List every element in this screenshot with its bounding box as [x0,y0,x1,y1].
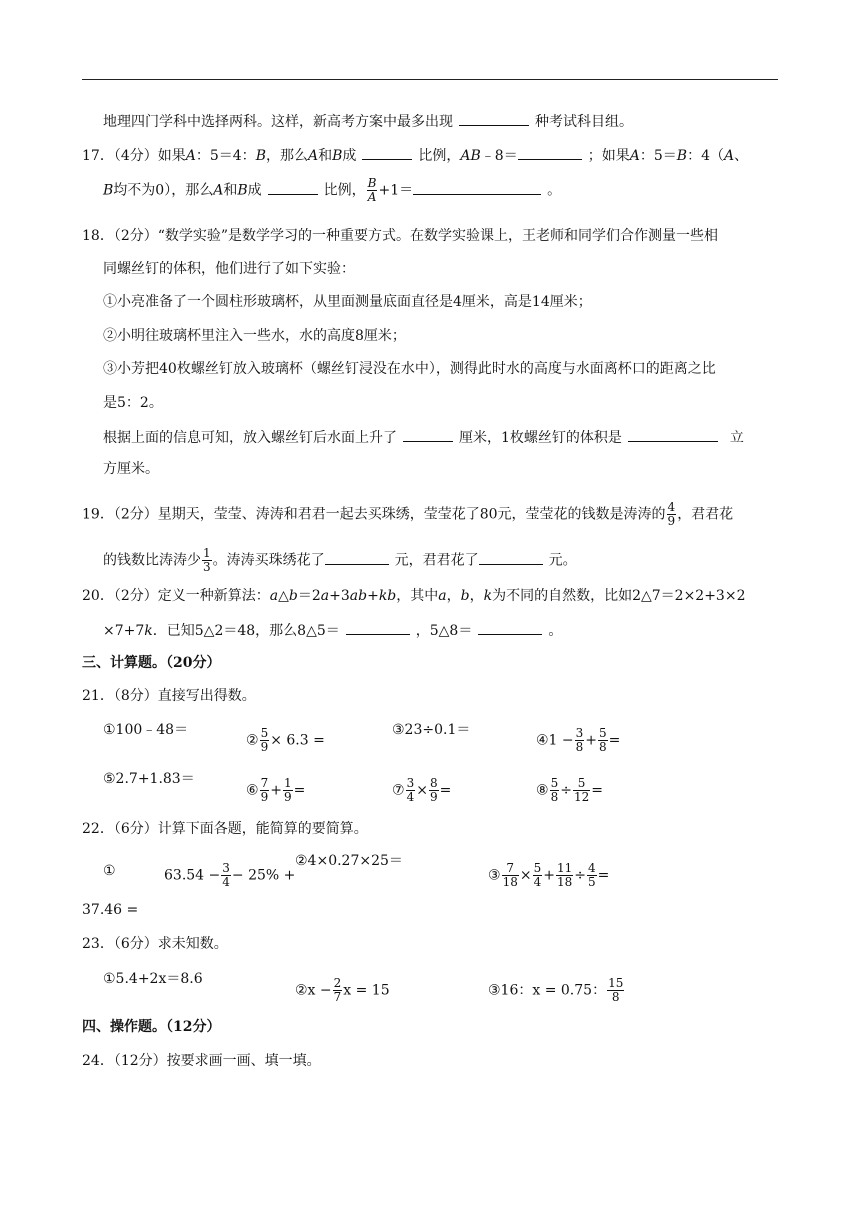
q19-fraction-1: $\frac{4}{9}$ [667,500,676,528]
q21-item-2: ② $\frac{5}{9}$ × 6.3 = [246,726,325,754]
q19-blank-2[interactable] [479,550,543,565]
header-rule [82,79,778,80]
q24-title: 24．（12分）按要求画一画、填一填。 [82,1053,321,1069]
q17-line-2: B均不为0），那么A和B成 比例， $\frac{B}{A}$ +1＝ 。 [103,176,562,204]
q17-blank-2[interactable] [518,145,582,160]
q17-blank-3[interactable] [268,180,318,195]
q18-blank-2[interactable] [628,427,718,442]
q21-item-1: ①100﹣48＝ [103,722,189,738]
q17-blank-1[interactable] [362,145,412,160]
q19-fraction-2: $\frac{1}{3}$ [203,546,211,574]
q20-blank-1[interactable] [346,620,410,635]
q21-item-4: ④1 − $\frac{3}{8}$ + $\frac{5}{8}$ = [536,726,621,754]
q22-item-1-mark: ① [103,863,116,879]
q17-blank-4[interactable] [413,180,541,195]
q18-step-1: ①小亮准备了一个圆柱形玻璃杯，从里面测量底面直径是4厘米，高是14厘米； [103,294,592,310]
q21-item-7: ⑦ $\frac{3}{4}$ × $\frac{8}{9}$ = [392,776,452,804]
q20-line-2: ×7+7k．已知5△2＝48，那么8△5＝ ，5△8＝ 。 [103,620,562,640]
q19-blank-1[interactable] [325,550,389,565]
q21-title: 21．（8分）直接写出得数。 [82,688,256,704]
q17-line-1: 17．（4分）如果A：5＝4：B，那么A和B成 比例，AB﹣8＝ ；如果A：5＝B：4（A、 [82,145,748,165]
q18-line-2: 同螺丝钉的体积，他们进行了如下实验： [103,261,355,277]
q23-item-3: ③16：x = 0.75： $\frac{15}{8}$ [488,976,624,1004]
q18-step-3-cont: 是5：2。 [103,395,163,411]
q16-text-end: 种考试科目组。 [535,114,633,130]
section-3-heading: 三、计算题。（20分） [82,655,221,671]
q18-blank-1[interactable] [403,427,453,442]
q21-item-3: ③23÷0.1＝ [392,722,471,738]
q22-item-2: ②4×0.27×25＝ [295,853,403,869]
q23-item-1: ①5.4+2x＝8.6 [103,971,203,987]
q16-answer-blank[interactable] [459,111,529,126]
q22-item-1-cont: 37.46 = [82,902,139,918]
q18-question: 根据上面的信息可知，放入螺丝钉后水面上升了 厘米，1枚螺丝钉的体积是 立 [103,427,744,447]
q22-item-3: ③ $\frac{7}{18}$ × $\frac{5}{4}$ + $\frac{11}{18}$ ÷ $\frac{4}{5}$ = [488,861,610,889]
q23-title: 23．（6分）求未知数。 [82,936,228,952]
q21-item-5: ⑤2.7+1.83＝ [103,771,195,787]
section-4-heading: 四、操作题。（12分） [82,1019,221,1035]
q18-line-1: 18．（2分）“数学实验”是数学学习的一种重要方式。在数学实验课上，王老师和同学们合作测量一些相 [82,228,719,244]
q18-step-3: ③小芳把40枚螺丝钉放入玻璃杯（螺丝钉浸没在水中），测得此时水的高度与水面离杯口的距离之比 [103,361,716,377]
q16-text: 地理四门学科中选择两科。这样，新高考方案中最多出现 [103,114,453,130]
q18-step-2: ②小明往玻璃杯里注入一些水，水的高度8厘米； [103,328,406,344]
q21-item-8: ⑧ $\frac{5}{8}$ ÷ $\frac{5}{12}$ = [536,776,603,804]
q21-item-6: ⑥ $\frac{7}{9}$ + $\frac{1}{9}$ = [246,776,306,804]
q18-question-cont: 方厘米。 [103,461,159,477]
q22-item-1: 63.54 − $\frac{3}{4}$ − 25% + [164,861,296,889]
q16-line [103,111,633,131]
q20-line-1: 20．（2分）定义一种新算法：a△b＝2a+3ab+kb，其中a，b，k为不同的自然数，比如2△7＝2×2+3×2 [82,588,746,604]
q22-title: 22．（6分）计算下面各题，能简算的要简算。 [82,821,368,837]
q19-line-1: 19．（2分）星期天，莹莹、涛涛和君君一起去买珠绣，莹莹花了80元，莹莹花的钱数是涛涛的 $\frac{4}{9}$ ，君君花 [82,500,734,528]
q17-fraction: $\frac{B}{A}$ [367,176,377,204]
q19-line-2: 的钱数比涛涛少 $\frac{1}{3}$ 。涛涛买珠绣花了 元，君君花了 元。 [103,546,577,574]
q23-item-2: ②x − $\frac{2}{7}$ x = 15 [295,976,390,1004]
q20-blank-2[interactable] [478,620,542,635]
